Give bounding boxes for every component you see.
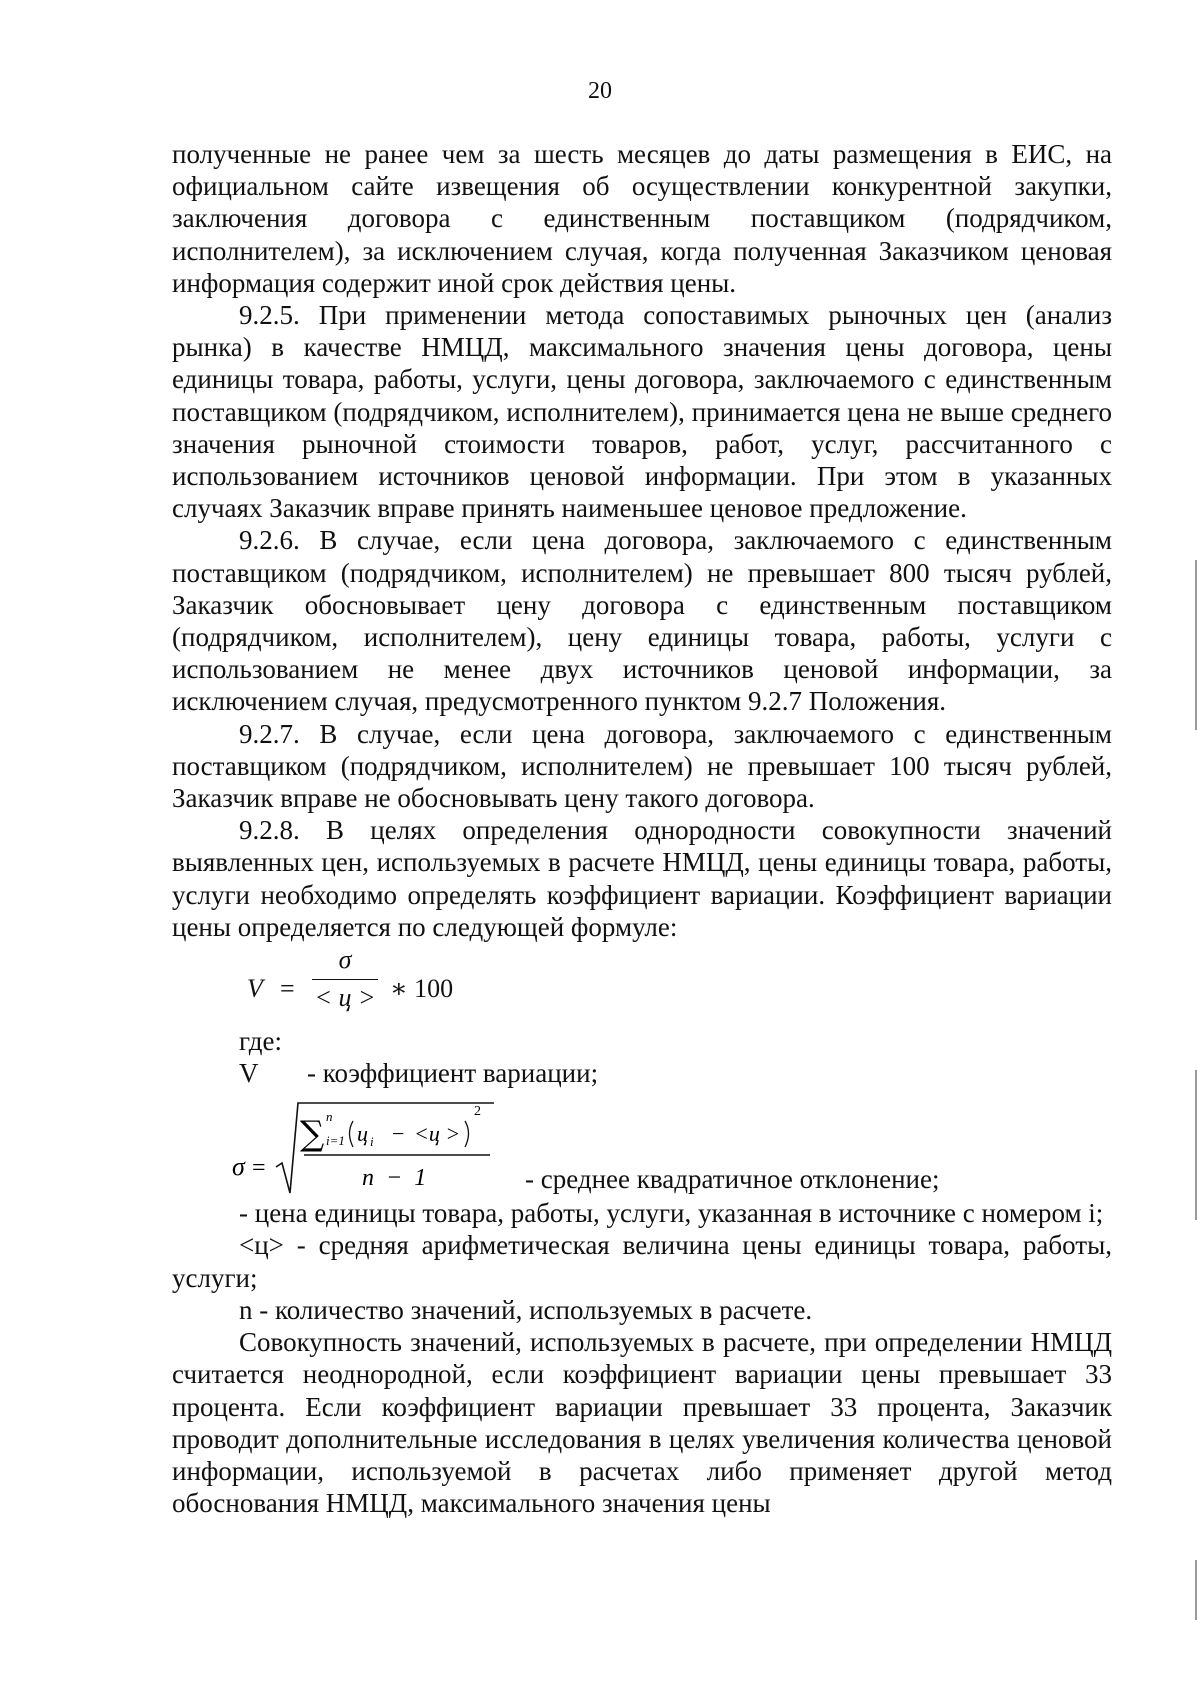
page-number: 20 [588, 78, 612, 104]
paragraph-9-2-6: 9.2.6. В случае, если цена договора, заключаемого с единственным поставщиком (подрядчиком, исполнителем) не превышает 800 тысяч рублей, Заказчик обосновывает цену договора с единственным поставщиком (подрядчиком, исполнителем), цену единицы товара, работы, услуги с использованием не менее двух источников ценовой информации, за исключением случая, предусмотренного пунктом 9.2.7 Положения. [172, 525, 1112, 717]
right-paren [465, 1121, 469, 1147]
definition-sigma-text: - среднее квадратичное отклонение; [525, 1164, 940, 1195]
formula-v-lhs: V [247, 974, 263, 1004]
definition-v [172, 1057, 1112, 1089]
paragraph-9-2-5: 9.2.5. При применении метода сопоставимых рыночных цен (анализ рынка) в качестве НМЦД, максимального значения цены договора, цены единицы товара, работы, услуги, цены договора, заключаемого с единственным поставщиком (подрядчиком, исполнителем), принимается цена не выше среднего значения рыночной стоимости товаров, работ, услуг, рассчитанного с использованием источников ценовой информации. При этом в указанных случаях Заказчик вправе принять наименьшее ценовое предложение. [172, 300, 1112, 524]
document-body [172, 138, 1112, 1519]
definition-mean: <ц> - средняя арифметическая величина цены единицы товара, работы, услуги; [172, 1230, 1112, 1293]
scan-edge-mark [1195, 1560, 1197, 1620]
paragraph-9-2-8: 9.2.8. В целях определения однородности совокупности значений выявленных цен, используемых в расчете НМЦД, цены единицы товара, работы, услуги необходимо определять коэффициент вариации. Коэффициент вариации цены определяется по следующей формуле: [172, 815, 1112, 942]
scan-edge-mark [1195, 560, 1197, 730]
formula-v-numerator: σ [338, 945, 352, 975]
standard-deviation-formula [172, 1089, 1112, 1197]
variation-coefficient-formula [172, 943, 1112, 1025]
formula-v-denominator: < ц > [314, 983, 376, 1013]
paragraph-9-2-7: 9.2.7. В случае, если цена договора, заключаемого с единственным поставщиком (подрядчиком, исполнителем) не превышает 100 тысяч рублей, Заказчик вправе не обосновывать цену такого договора. [172, 718, 1112, 814]
sigma-term-c: ц [357, 1121, 368, 1147]
sigma-formula-graphic [232, 1089, 532, 1197]
sum-lower-limit: i=1 [326, 1133, 345, 1149]
paragraph-continuation: полученные не ранее чем за шесть месяцев до даты размещения в ЕИС, на официальном сайте извещения об осуществлении конкурентной закупки, заключения договора с единственным поставщиком (подрядчиком, исполнителем), за исключением случая, когда полученная Заказчиком ценовая информация содержит иной срок действия цены. [172, 139, 1112, 298]
sigma-equals: = [252, 1155, 266, 1182]
summation-sign: ∑ [300, 1114, 325, 1155]
sigma-power: 2 [474, 1104, 481, 1120]
sigma-mean: <ц > [414, 1121, 461, 1147]
sigma-term-index: i [370, 1134, 374, 1150]
sigma-lhs: σ [232, 1152, 245, 1182]
sum-upper-limit: n [326, 1109, 333, 1125]
definition-n: n - количество значений, используемых в расчете. [239, 1294, 813, 1325]
formula-v-multiplier: ∗ 100 [390, 974, 454, 1004]
definition-v-text: - коэффициент вариации; [307, 1058, 599, 1089]
where-label: где: [239, 1026, 282, 1057]
definition-ci: - цена единицы товара, работы, услуги, указанная в источнике с номером i; [239, 1198, 1104, 1229]
definition-v-symbol: V [239, 1058, 259, 1089]
fraction-bar [312, 979, 378, 980]
scan-edge-mark [1195, 1070, 1197, 1220]
left-paren [350, 1121, 354, 1147]
formula-v-equals: = [280, 974, 295, 1004]
paragraph-homogeneity: Совокупность значений, используемых в расчете, при определении НМЦД считается неоднородной, если коэффициент вариации цены превышает 33 процента. Если коэффициент вариации превышает 33 процента, Заказчик проводит дополнительные исследования в целях увеличения количества ценовой информации, используемой в расчетах либо применяет другой метод обоснования НМЦД, максимального значения цены [172, 1327, 1112, 1519]
sigma-denominator: n − 1 [362, 1165, 427, 1192]
sigma-minus: − [392, 1121, 405, 1147]
formula-v-fraction [312, 945, 378, 1012]
